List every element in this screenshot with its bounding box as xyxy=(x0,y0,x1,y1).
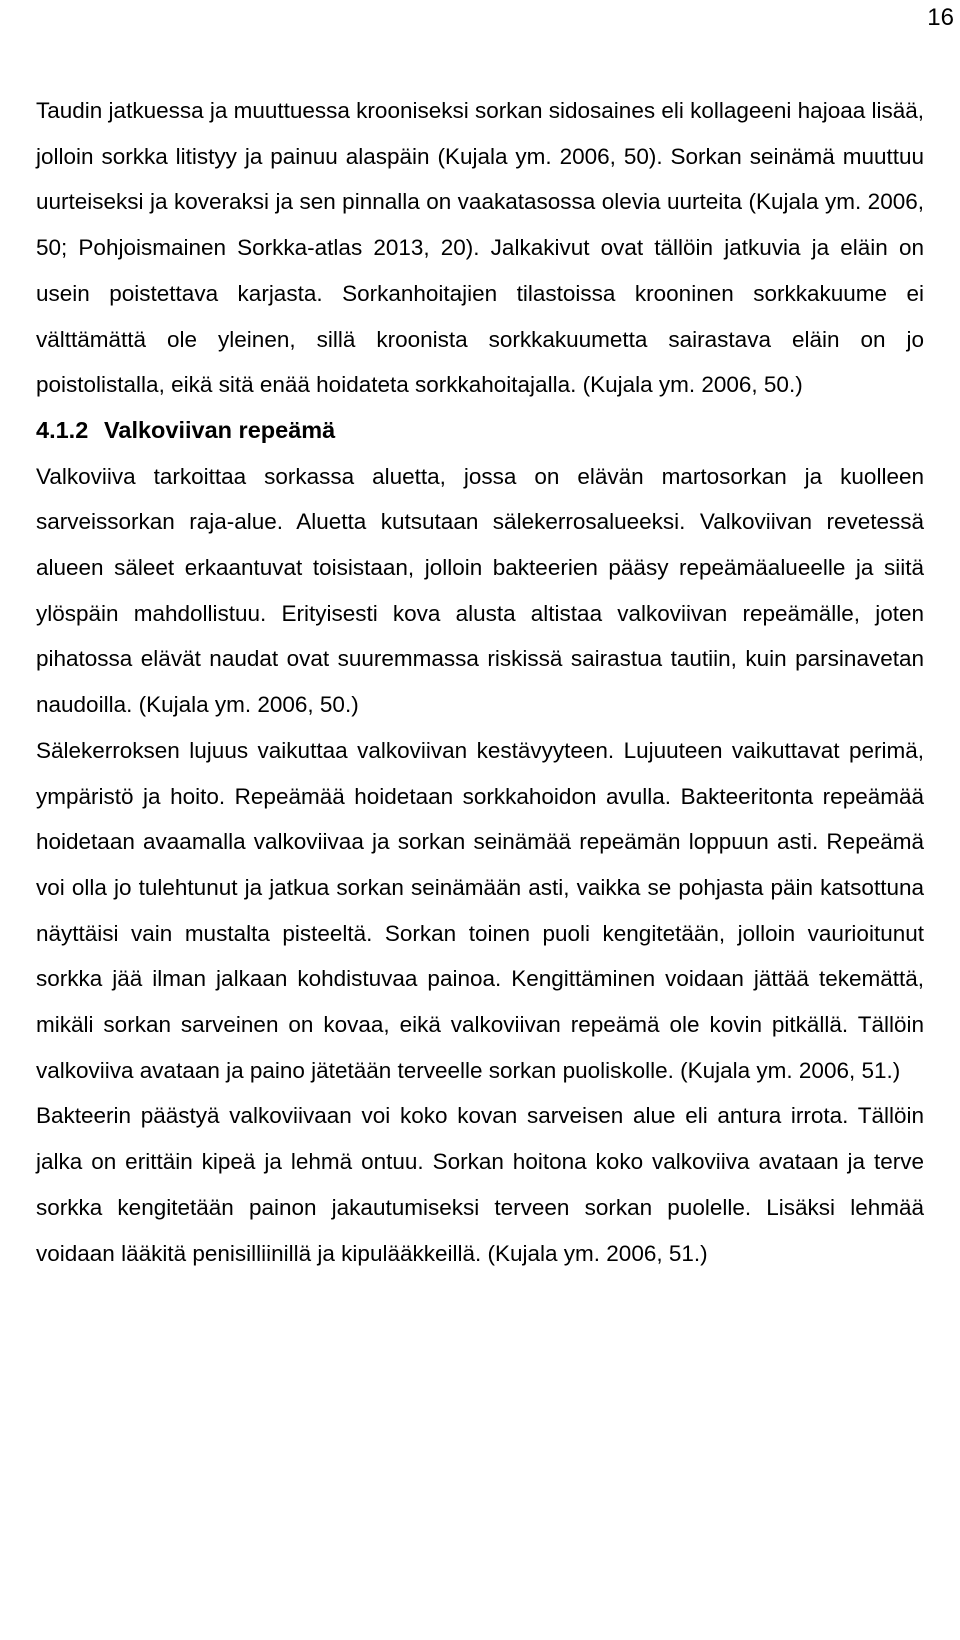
paragraph-white-line-treatment: Sälekerroksen lujuus vaikuttaa valkoviivan kestävyyteen. Lujuuteen vaikuttavat perimä, ympäristö ja hoito. Repeämää hoidetaan sorkkahoidon avulla. Bakteeritonta repeämää hoidetaan avaamalla valkoviivaa ja sorkan seinämää repeämän loppuun asti. Repeämä voi olla jo tulehtunut ja jatkua sorkan seinämään asti, vaikka se pohjasta päin katsottuna näyttäisi vain mustalta pisteeltä. Sorkan toinen puoli kengitetään, jolloin vaurioitunut sorkka jää ilman jalkaan kohdistuvaa painoa. Kengittäminen voidaan jättää tekemättä, mikäli sorkan sarveinen on kovaa, eikä valkoviivan repeämä ole kovin pitkällä. Tällöin valkoviiva avataan ja paino jätetään terveelle sorkan puoliskolle. (Kujala ym. 2006, 51.) xyxy=(36,737,924,1083)
paragraph-bacterial-infection: Bakteerin päästyä valkoviivaan voi koko kovan sarveisen alue eli antura irrota. Tällöin jalka on erittäin kipeä ja lehmä ontuu. Sorkan hoitona koko valkoviiva avataan ja terve sorkka kengitetään painon jakautumiseksi terveen sorkan puolelle. Lisäksi lehmää voidaan lääkitä penisilliinillä ja kipulääkkeillä. (Kujala ym. 2006, 51.) xyxy=(36,1103,924,1266)
paragraph-white-line-definition: Valkoviiva tarkoittaa sorkassa aluetta, jossa on elävän martosorkan ja kuolleen sarveissorkan raja-alue. Aluetta kutsutaan sälekerrosalueeksi. Valkoviivan revetessä alueen säleet erkaantuvat toisistaan, jolloin bakteerien pääsy repeämäalueelle ja siitä ylöspäin mahdollistuu. Erityisesti kova alusta altistaa valkoviivan repeämälle, joten pihatossa elävät naudat ovat suuremmassa riskissä sairastua tautiin, kuin parsinavetan naudoilla. (Kujala ym. 2006, 50.) xyxy=(36,463,924,718)
paragraph-chronic-laminitis: Taudin jatkuessa ja muuttuessa krooniseksi sorkan sidosaines eli kollageeni hajoaa lisää, jolloin sorkka litistyy ja painuu alaspäin (Kujala ym. 2006, 50). Sorkan seinämä muuttuu uurteiseksi ja koveraksi ja sen pinnalla on vaakatasossa olevia uurteita (Kujala ym. 2006, 50; Pohjoismainen Sorkka-atlas 2013, 20). Jalkakivut ovat tällöin jatkuvia ja eläin on usein poistettava karjasta. Sorkanhoitajien tilastoissa krooninen sorkkakuume ei välttämättä ole yleinen, sillä kroonista sorkkakuumetta sairastava eläin on jo poistolistalla, eikä sitä enää hoidateta sorkkahoitajalla. (Kujala ym. 2006, 50.) xyxy=(36,98,925,398)
section-number: 4.1.2 xyxy=(36,416,89,443)
page-number: 16 xyxy=(927,4,954,31)
section-heading xyxy=(36,408,924,454)
page-content xyxy=(36,88,924,1276)
section-title: Valkoviivan repeämä xyxy=(104,416,336,443)
